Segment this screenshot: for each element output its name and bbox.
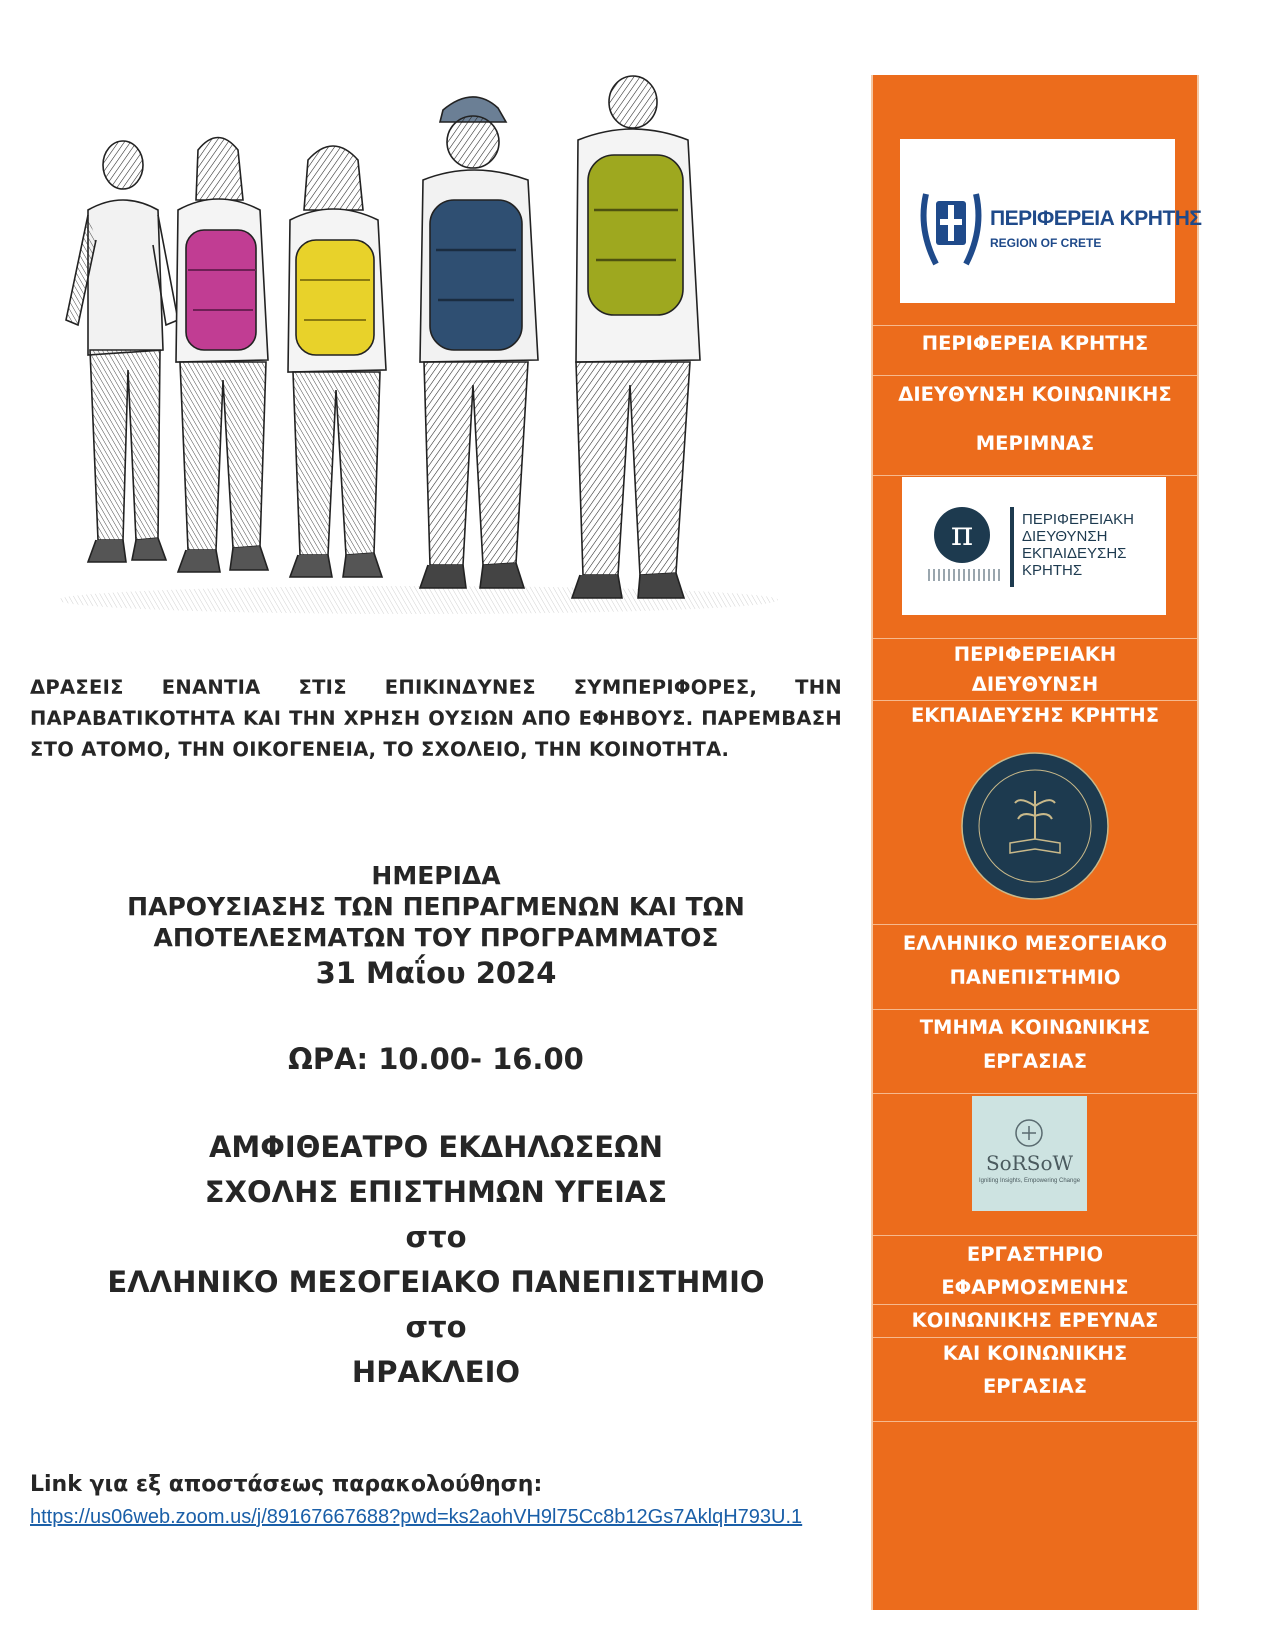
org4-line1: ΤΜΗΜΑ ΚΟΙΝΩΝΙΚΗΣ [919, 1016, 1151, 1039]
sorsow-name: SoRSoW [985, 1151, 1074, 1175]
org5-line2: ΕΦΑΡΜΟΣΜΕΝΗΣ [941, 1276, 1129, 1299]
sorsow-emblem-icon [1014, 1118, 1044, 1148]
person-1 [66, 141, 178, 562]
org5-line4: ΚΑΙ ΚΟΙΝΩΝΙΚΗΣ [942, 1342, 1128, 1365]
org3-line2: ΠΑΝΕΠΙΣΤΗΜΙΟ [949, 966, 1121, 989]
edu-logo-line2: ΔΙΕΥΘΥΝΣΗ [1022, 528, 1108, 545]
venue-line1: ΑΜΦΙΘΕΑΤΡΟ ΕΚΔΗΛΩΣΕΩΝ [208, 1130, 664, 1164]
crete-emblem-icon [916, 179, 986, 279]
org2-line2: ΔΙΕΥΘΥΝΣΗ [971, 673, 1099, 696]
venue-line6: ΗΡΑΚΛΕΙΟ [351, 1355, 521, 1389]
org1-line3: ΜΕΡΙΜΝΑΣ [975, 432, 1095, 455]
students-walking-illustration [28, 70, 788, 630]
venue-line4: ΕΛΛΗΝΙΚΟ ΜΕΣΟΓΕΙΑΚΟ ΠΑΝΕΠΙΣΤΗΜΙΟ [107, 1265, 765, 1299]
event-time: ΩΡΑ: 10.00- 16.00 [288, 1042, 584, 1076]
org1-line1: ΠΕΡΙΦΕΡΕΙΑ ΚΡΗΤΗΣ [921, 332, 1149, 355]
venue-line2: ΣΧΟΛΗΣ ΕΠΙΣΤΗΜΩΝ ΥΓΕΙΑΣ [204, 1175, 668, 1209]
event-title-line2: ΑΠΟΤΕΛΕΣΜΑΤΩΝ ΤΟΥ ΠΡΟΓΡΑΜΜΑΤΟΣ [153, 923, 719, 952]
org2-line3: ΕΚΠΑΙΔΕΥΣΗΣ ΚΡΗΤΗΣ [910, 704, 1160, 727]
org5-line3: ΚΟΙΝΩΝΙΚΗΣ ΕΡΕΥΝΑΣ [911, 1309, 1159, 1332]
pixel-bar-decoration [928, 569, 1000, 581]
org3-line1: ΕΛΛΗΝΙΚΟ ΜΕΣΟΓΕΙΑΚΟ [902, 932, 1168, 955]
crete-logo-title: ΠΕΡΙΦΕΡΕΙΑ ΚΡΗΤΗΣ [990, 207, 1202, 230]
intro-paragraph: ΔΡΑΣΕΙΣ ΕΝΑΝΤΙΑ ΣΤΙΣ ΕΠΙΚΙΝΔΥΝΕΣ ΣΥΜΠΕΡΙΦΟΡΕΣ, ΤΗΝ ΠΑΡΑΒΑΤΙΚΟΤΗΤΑ ΚΑΙ ΤΗΝ ΧΡΗΣΗ ΟΥΣΙΩΝ ΑΠΟ ΕΦΗΒΟΥΣ. ΠΑΡΕΜΒΑΣΗ ΣΤΟ ΑΤΟΜΟ, ΤΗΝ ΟΙΚΟΓΕΝΕΙΑ, ΤΟ ΣΧΟΛΕΙΟ, ΤΗΝ ΚΟΙΝΟΤΗΤΑ. [30, 676, 842, 761]
person-4 [420, 97, 538, 588]
sorsow-tagline: Igniting Insights, Empowering Change [978, 1178, 1081, 1184]
org4-line2: ΕΡΓΑΣΙΑΣ [982, 1050, 1088, 1073]
org2-line1: ΠΕΡΙΦΕΡΕΙΑΚΗ [953, 643, 1117, 666]
remote-attendance-label: Link για εξ αποστάσεως παρακολούθηση: [30, 1472, 543, 1497]
org5-line1: ΕΡΓΑΣΤΗΡΙΟ [966, 1243, 1104, 1266]
partners-sidebar [871, 75, 1202, 1610]
region-of-crete-logo [900, 139, 1202, 303]
edu-logo-line3: ΕΚΠΑΙΔΕΥΣΗΣ [1022, 545, 1127, 562]
event-title-line1: ΠΑΡΟΥΣΙΑΣΗΣ ΤΩΝ ΠΕΠΡΑΓΜΕΝΩΝ ΚΑΙ ΤΩΝ [127, 892, 745, 921]
venue-line3: στο [405, 1220, 467, 1254]
person-3 [288, 146, 386, 577]
crete-logo-subtitle: REGION OF CRETE [990, 236, 1102, 250]
education-directorate-logo [902, 477, 1166, 615]
person-2 [176, 138, 268, 573]
pi-circle-icon: π [934, 507, 990, 563]
sorsow-logo [972, 1096, 1087, 1211]
event-type: ΗΜΕΡΙΔΑ [371, 861, 501, 890]
event-block [30, 860, 842, 1395]
org1-line2: ΔΙΕΥΘΥΝΣΗ ΚΟΙΝΩΝΙΚΗΣ [898, 383, 1172, 406]
event-date: 31 Μαΐου 2024 [315, 956, 557, 990]
zoom-link[interactable]: https://us06web.zoom.us/j/89167667688?pwd=ks2aohVH9l75Cc8b12Gs7AklqH793U.1 [30, 1506, 803, 1528]
venue-line5: στο [405, 1310, 467, 1344]
edu-logo-line1: ΠΕΡΙΦΕΡΕΙΑΚΗ [1022, 511, 1135, 528]
edu-logo-line4: ΚΡΗΤΗΣ [1022, 562, 1083, 579]
hmu-seal-logo [960, 751, 1110, 901]
org5-line5: ΕΡΓΑΣΙΑΣ [982, 1375, 1088, 1398]
person-5 [572, 76, 700, 598]
